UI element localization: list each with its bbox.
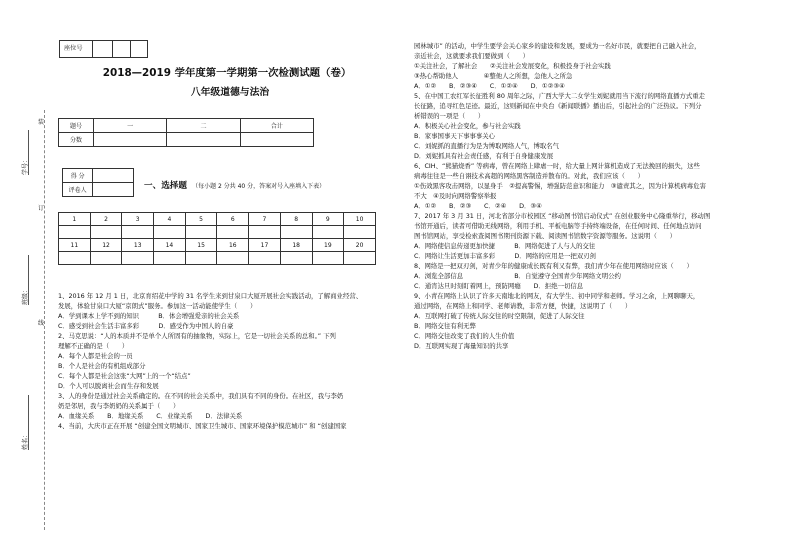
answer-number: 10	[344, 213, 376, 226]
question-line: C．网络交往改变了我们的人生价值	[414, 332, 515, 340]
answer-number: 2	[90, 213, 122, 226]
answer-cell[interactable]	[217, 226, 249, 239]
answer-number: 15	[185, 239, 217, 252]
question-line: A．①② B．②③ C．②④ D．③④	[414, 202, 542, 210]
question-line: 6、CIH、“熊猫烧香” 等病毒，曾在网络上肆虐一时，给大量上网计算机造成了无法挽回的损失，这些	[414, 162, 700, 170]
student-name-field[interactable]	[28, 395, 29, 450]
binding-line	[44, 110, 45, 530]
question-line: 3、人的身份是通过社会关系确定的。在不同的社会关系中，我们具有不同的身份。在社区，我与李奶	[58, 392, 344, 400]
student-name-label: 姓名：	[22, 431, 29, 450]
question-line: B．个人是社会的有机组成部分	[58, 362, 146, 370]
answer-number: 3	[122, 213, 154, 226]
answer-cell[interactable]	[154, 226, 186, 239]
seat-divider-1	[92, 41, 93, 57]
question-line: 理解不正确的是（ ）	[58, 342, 129, 350]
seat-divider-3	[130, 41, 131, 57]
seat-label: 座位号	[64, 45, 83, 52]
answer-cell[interactable]	[90, 252, 122, 265]
question-line: 5、在中国工农红军长征胜利 80 周年之际，广西大学大二女学生刘妮就用当下流行的网络直播方式重走	[414, 92, 706, 100]
answer-cell[interactable]	[312, 252, 344, 265]
binding-char: 装	[38, 119, 45, 126]
answer-number: 20	[344, 239, 376, 252]
question-line: D．刘妮抓具有社会责任感，有利于自身健康发展	[414, 152, 554, 160]
section-heading	[144, 173, 325, 192]
answer-number: 19	[312, 239, 344, 252]
question-line: A．互联网打破了传统人际交往的时空限制，促进了人际交往	[414, 312, 585, 320]
question-line: 4、当前，大庆市正在开展 “创建全国文明城市、国家卫生城市、国家环境保护模范城市” 和 “创建国家	[58, 422, 347, 430]
grader-name-cell[interactable]	[93, 183, 134, 197]
answer-cell[interactable]	[280, 252, 312, 265]
answer-number: 11	[59, 239, 91, 252]
answer-number: 5	[185, 213, 217, 226]
question-line: C．刘妮抓的直播行为是为博取网络人气，博取名气	[414, 142, 560, 150]
answer-number: 7	[249, 213, 281, 226]
question-line: C．感受到社会生活丰富多彩 D．感受作为中国人的自豪	[58, 322, 234, 330]
seat-divider-2	[112, 41, 113, 57]
question-line: A．学到课本上学不到的知识 B．体会增强爱亲的社会关系	[58, 312, 240, 320]
exam-title: 2018—2019 学年度第一学期第一次检测试题（卷）	[102, 67, 352, 79]
right-question-column	[414, 41, 786, 351]
question-line: 7、2017 年 3 月 31 日，河北省部分市校园区 “移动图书馆启动仪式” 在创业服务中心隆重举行，移动图	[414, 212, 711, 220]
section-title: 一、选择题	[144, 181, 187, 191]
question-line: 图书馆网站，享受检索查阅图书期刊资源下载、阅读图书馆数字资源等服务。这说明（ ）	[414, 232, 677, 240]
grader-label: 评卷人	[63, 183, 93, 197]
student-id-label: 学号：	[22, 156, 29, 175]
question-line: 奶是邻居，我与李奶奶的关系属于（ ）	[58, 402, 180, 410]
question-line: 亲近社会，这就要求我们要做到（ ）	[414, 52, 530, 60]
question-line: 长征路，追寻红色足迹。最近，这则新闻在中央台《新闻联播》播出后，引起社会的广泛热议。下列分	[414, 102, 702, 110]
student-id-field[interactable]	[28, 130, 29, 175]
answer-number: 4	[154, 213, 186, 226]
question-line: ③热心帮助他人 ④整他人之所想，急他人之所急	[414, 72, 573, 80]
question-line: ①关注社会，了解社会 ②关注社会发展变化，积极投身于社会实践	[414, 62, 611, 70]
question-line: A．积极关心社会变化，参与社会实践	[414, 122, 521, 130]
subject-title: 八年级道德与法治	[190, 87, 270, 98]
question-line: C．通宵达旦时刻盯着网上，预防网瘾 D．拒绝一切信息	[414, 282, 584, 290]
question-line: 8、网络是一把双刃剑，对青少年的健康成长既有利又有弊，我们青少年在使用网络时应该（ ）	[414, 262, 693, 270]
answer-cell[interactable]	[344, 226, 376, 239]
question-line: 园林城市” 的活动，中学生要学会关心家乡的建设和发展，要成为一名好市民，就要把自己融入社会，	[414, 42, 701, 50]
question-line: 不大 ④及时向网络警察举报	[414, 192, 497, 200]
answer-cell[interactable]	[249, 226, 281, 239]
question-line: B．家事国事天下事事事关心	[414, 132, 496, 140]
class-field[interactable]	[28, 255, 29, 305]
answer-number: 16	[217, 239, 249, 252]
question-line: 1、2016 年 12 月 1 日，北京育绍花中学的 31 名学生来到甘泉口大厦开展社会实践活动，了解商业经营、	[58, 292, 363, 300]
question-line: B．网络交往有利无弊	[414, 322, 476, 330]
answer-cell[interactable]	[185, 252, 217, 265]
answer-cell[interactable]	[249, 252, 281, 265]
grader-score-label: 得 分	[63, 169, 93, 183]
binding-char: 线	[38, 320, 45, 327]
score-cell[interactable]	[240, 133, 313, 147]
question-line: A．血缘关系 B．地缘关系 C．业缘关系 D．法律关系	[58, 412, 243, 420]
score-header: 二	[167, 119, 240, 133]
answer-cell[interactable]	[217, 252, 249, 265]
question-line: 2、马克思说：“人的本质并不是单个人所固有的抽象物，实际上，它是一切社会关系的总和。” 下列	[58, 332, 336, 340]
binding-char: 订	[38, 205, 45, 212]
answer-cell[interactable]	[59, 252, 91, 265]
left-question-column	[58, 291, 393, 431]
grader-table	[62, 168, 134, 197]
score-row-label: 分数	[59, 133, 94, 147]
answer-number: 17	[249, 239, 281, 252]
question-line: A．网络使信息传递更加快捷 B．网络促进了人与人的交往	[414, 242, 596, 250]
answer-cell[interactable]	[122, 252, 154, 265]
answer-number: 18	[280, 239, 312, 252]
answer-number: 14	[154, 239, 186, 252]
question-line: D．个人可以脱离社会而生存和发展	[58, 382, 159, 390]
answer-cell[interactable]	[344, 252, 376, 265]
score-header: 合计	[240, 119, 313, 133]
answer-number: 13	[122, 239, 154, 252]
answer-number: 6	[217, 213, 249, 226]
score-cell[interactable]	[167, 133, 240, 147]
question-line: A．浏览全部信息 B．自觉遵守全国青少年网络文明公约	[414, 272, 621, 280]
question-line: 析错误的一项是（ ）	[414, 112, 485, 120]
question-line: 9、小青在网络上认识了许多天南地北的网友，有大学生、初中同学和老师。学习之余，上网聊聊天，	[414, 292, 700, 300]
question-line: 书馆开通后，读者可借助无线网络，利用手机、平板电脑等手持终端设备，在任何时间、任何地点访问	[414, 222, 702, 230]
class-label: 班级：	[22, 286, 29, 305]
score-cell[interactable]	[93, 133, 166, 147]
question-line: A．每个人都是社会的一员	[58, 352, 133, 360]
question-line: 发展，体验甘泉口大厦“京朗式”服务。参加这一活动能使学生（ ）	[58, 302, 257, 310]
answer-number: 12	[90, 239, 122, 252]
question-line: A．①② B．②③④ C．①②④ D．①②③④	[414, 82, 565, 90]
answer-number: 1	[59, 213, 91, 226]
answer-number: 9	[312, 213, 344, 226]
section-note: （每小题 2 分共 40 分，答案对号入座填入下表）	[192, 183, 326, 190]
seat-number-box	[59, 40, 148, 58]
question-line: 通过网络，在网络上和同学、老师请教，非常方便，快捷，这说明了（ ）	[414, 302, 632, 310]
answer-cell[interactable]	[312, 226, 344, 239]
score-table	[58, 118, 314, 147]
answer-cell[interactable]	[154, 252, 186, 265]
answer-cell[interactable]	[185, 226, 217, 239]
answer-grid	[58, 212, 376, 265]
answer-cell[interactable]	[280, 226, 312, 239]
question-line: C．网络让生活更加丰富多彩 D．网络的应用是一把双刃剑	[414, 252, 596, 260]
answer-cell[interactable]	[122, 226, 154, 239]
question-line: 病毒往往是一些自诩技术高超的网络黑客制造并散布的。对此，我们应该（ ）	[414, 172, 645, 180]
score-header: 一	[93, 119, 166, 133]
question-line: C．每个人都是社会这张“大网”上的一个“结点”	[58, 372, 191, 380]
answer-cell[interactable]	[90, 226, 122, 239]
grader-score-cell[interactable]	[93, 169, 134, 183]
answer-cell[interactable]	[59, 226, 91, 239]
answer-number: 8	[280, 213, 312, 226]
question-line: ①伤效黑客攻击网络，以显身手 ②提高警惕，增强防范意识和能力 ③谴责其之，因为计算机病毒危害	[414, 182, 706, 190]
score-header: 题号	[59, 119, 94, 133]
question-line: D．互联网实现了海量知识的共享	[414, 342, 509, 350]
